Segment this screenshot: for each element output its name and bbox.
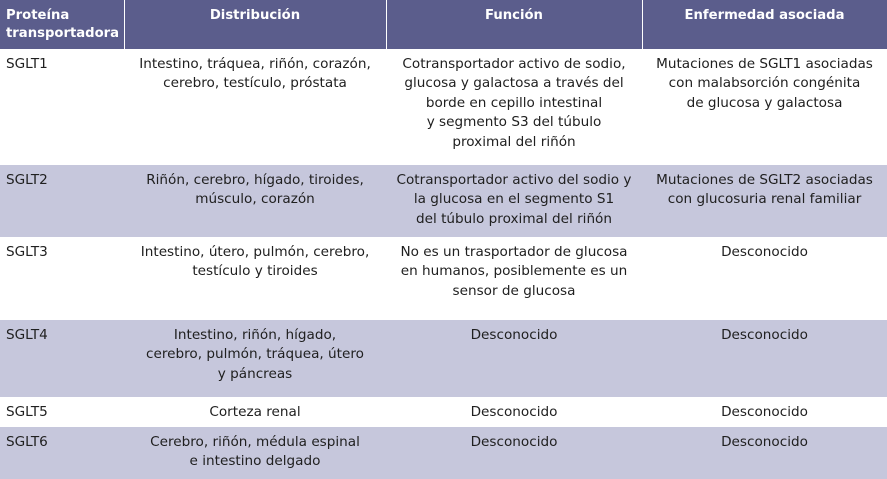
cell-distribution: Corteza renal xyxy=(209,404,301,420)
column-divider xyxy=(642,0,643,49)
header-distribution: Distribución xyxy=(209,8,301,23)
header-function: Función xyxy=(485,8,543,23)
table-row xyxy=(0,165,887,237)
cell-protein: SGLT3 xyxy=(6,244,48,260)
table-row xyxy=(0,237,887,320)
table-row xyxy=(0,397,887,427)
cell-disease: Desconocido xyxy=(721,434,808,450)
cell-function: Cotransportador activo del sodio y la glucosa en el segmento S1 del túbulo proximal del riñón xyxy=(396,172,632,227)
table-row xyxy=(0,427,887,479)
cell-protein: SGLT1 xyxy=(6,56,48,72)
cell-protein: SGLT4 xyxy=(6,327,48,343)
cell-protein: SGLT2 xyxy=(6,172,48,188)
cell-function: Desconocido xyxy=(470,434,558,450)
cell-function: Desconocido xyxy=(470,327,558,343)
column-divider xyxy=(386,0,387,49)
cell-disease: Mutaciones de SGLT1 asociadas con malabsorción congénita de glucosa y galactosa xyxy=(656,56,873,111)
cell-distribution: Intestino, tráquea, riñón, corazón, cerebro, testículo, próstata xyxy=(139,56,371,92)
column-divider xyxy=(124,0,125,49)
cell-disease: Mutaciones de SGLT2 asociadas con glucosuria renal familiar xyxy=(656,172,873,208)
cell-function: Desconocido xyxy=(470,404,558,420)
cell-disease: Desconocido xyxy=(721,327,808,343)
cell-function: No es un trasportador de glucosa en humanos, posiblemente es un sensor de glucosa xyxy=(400,244,628,299)
header-disease: Enfermedad asociada xyxy=(684,8,845,23)
table-row xyxy=(0,49,887,165)
cell-disease: Desconocido xyxy=(721,404,808,420)
table-header-row xyxy=(0,0,887,49)
table-row xyxy=(0,320,887,397)
cell-distribution: Intestino, útero, pulmón, cerebro, testículo y tiroides xyxy=(140,244,370,280)
cell-protein: SGLT5 xyxy=(6,404,48,420)
cell-disease: Desconocido xyxy=(721,244,808,260)
cell-distribution: Intestino, riñón, hígado, cerebro, pulmón, tráquea, útero y páncreas xyxy=(146,327,364,382)
cell-function: Cotransportador activo de sodio, glucosa y galactosa a través del borde en cepillo intestinal y segmento S3 del túbulo proximal del riñón xyxy=(402,56,626,150)
header-protein: Proteína transportadora xyxy=(6,8,120,41)
cell-distribution: Riñón, cerebro, hígado, tiroides, músculo, corazón xyxy=(146,172,364,208)
cell-distribution: Cerebro, riñón, médula espinal e intestino delgado xyxy=(150,434,360,470)
cell-protein: SGLT6 xyxy=(6,434,48,450)
